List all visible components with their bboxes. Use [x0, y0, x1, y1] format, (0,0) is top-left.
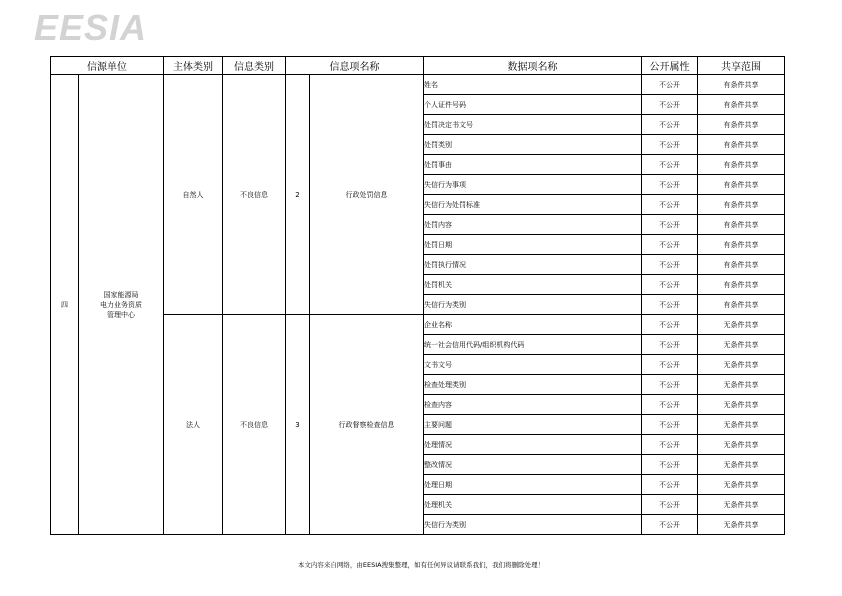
share-scope-cell: 有条件共享 — [698, 95, 785, 115]
public-attr-cell: 不公开 — [642, 215, 698, 235]
item-name-cell: 行政处罚信息 — [310, 75, 424, 315]
data-item-name-cell: 处罚内容 — [424, 215, 642, 235]
public-attr-cell: 不公开 — [642, 475, 698, 495]
share-scope-cell: 无条件共享 — [698, 415, 785, 435]
data-item-name-cell: 企业名称 — [424, 315, 642, 335]
public-attr-cell: 不公开 — [642, 515, 698, 535]
data-item-name-cell: 处理机关 — [424, 495, 642, 515]
data-item-name-cell: 主要问题 — [424, 415, 642, 435]
header-item-name: 信息项名称 — [286, 57, 424, 75]
public-attr-cell: 不公开 — [642, 235, 698, 255]
share-scope-cell: 有条件共享 — [698, 115, 785, 135]
info-type-cell: 不良信息 — [223, 315, 286, 535]
public-attr-cell: 不公开 — [642, 415, 698, 435]
data-catalog-table — [50, 56, 785, 535]
data-item-name-cell: 失信行为类别 — [424, 295, 642, 315]
header-row — [51, 57, 785, 75]
data-item-name-cell: 处罚事由 — [424, 155, 642, 175]
header-subject-type: 主体类别 — [164, 57, 223, 75]
public-attr-cell: 不公开 — [642, 195, 698, 215]
data-item-name-cell: 处罚日期 — [424, 235, 642, 255]
public-attr-cell: 不公开 — [642, 495, 698, 515]
item-number-cell: 3 — [286, 315, 310, 535]
share-scope-cell: 无条件共享 — [698, 335, 785, 355]
item-number-cell: 2 — [286, 75, 310, 315]
data-item-name-cell: 检查内容 — [424, 395, 642, 415]
share-scope-cell: 有条件共享 — [698, 195, 785, 215]
data-item-name-cell: 处罚执行情况 — [424, 255, 642, 275]
data-item-name-cell: 失信行为处罚标准 — [424, 195, 642, 215]
share-scope-cell: 无条件共享 — [698, 435, 785, 455]
public-attr-cell: 不公开 — [642, 75, 698, 95]
public-attr-cell: 不公开 — [642, 455, 698, 475]
data-item-name-cell: 处罚类别 — [424, 135, 642, 155]
data-item-name-cell: 处罚机关 — [424, 275, 642, 295]
share-scope-cell: 有条件共享 — [698, 135, 785, 155]
header-public-attr: 公开属性 — [642, 57, 698, 75]
share-scope-cell: 有条件共享 — [698, 235, 785, 255]
table-body — [51, 75, 785, 535]
header-info-type: 信息类别 — [223, 57, 286, 75]
eesia-logo: EESIA — [34, 7, 148, 48]
share-scope-cell: 有条件共享 — [698, 275, 785, 295]
row-index: 四 — [51, 75, 79, 535]
share-scope-cell: 无条件共享 — [698, 375, 785, 395]
share-scope-cell: 有条件共享 — [698, 175, 785, 195]
public-attr-cell: 不公开 — [642, 255, 698, 275]
source-unit-cell: 国家能源局 电力业务资质 管理中心 — [79, 75, 164, 535]
subject-type-cell: 自然人 — [164, 75, 223, 315]
public-attr-cell: 不公开 — [642, 295, 698, 315]
data-item-name-cell: 处理情况 — [424, 435, 642, 455]
data-item-name-cell: 处理日期 — [424, 475, 642, 495]
share-scope-cell: 有条件共享 — [698, 255, 785, 275]
header-share-scope: 共享范围 — [698, 57, 785, 75]
data-item-name-cell: 文书文号 — [424, 355, 642, 375]
public-attr-cell: 不公开 — [642, 115, 698, 135]
header-data-item-name: 数据项名称 — [424, 57, 642, 75]
public-attr-cell: 不公开 — [642, 355, 698, 375]
share-scope-cell: 无条件共享 — [698, 515, 785, 535]
data-item-name-cell: 整改情况 — [424, 455, 642, 475]
data-item-name-cell: 失信行为事项 — [424, 175, 642, 195]
share-scope-cell: 无条件共享 — [698, 475, 785, 495]
share-scope-cell: 无条件共享 — [698, 315, 785, 335]
public-attr-cell: 不公开 — [642, 95, 698, 115]
data-item-name-cell: 失信行为类别 — [424, 515, 642, 535]
item-name-cell: 行政督察检查信息 — [310, 315, 424, 535]
data-item-name-cell: 个人证件号码 — [424, 95, 642, 115]
share-scope-cell: 有条件共享 — [698, 75, 785, 95]
subject-type-cell: 法人 — [164, 315, 223, 535]
share-scope-cell: 无条件共享 — [698, 495, 785, 515]
share-scope-cell: 无条件共享 — [698, 395, 785, 415]
disclaimer-footer: 本文内容来自网络，由EESIA搜集整理，如有任何异议请联系我们，我们将删除处理！ — [297, 561, 545, 569]
public-attr-cell: 不公开 — [642, 135, 698, 155]
public-attr-cell: 不公开 — [642, 395, 698, 415]
table-row — [51, 75, 785, 95]
public-attr-cell: 不公开 — [642, 275, 698, 295]
public-attr-cell: 不公开 — [642, 335, 698, 355]
data-item-name-cell: 处罚决定书文号 — [424, 115, 642, 135]
public-attr-cell: 不公开 — [642, 435, 698, 455]
data-item-name-cell: 姓名 — [424, 75, 642, 95]
share-scope-cell: 有条件共享 — [698, 215, 785, 235]
public-attr-cell: 不公开 — [642, 155, 698, 175]
public-attr-cell: 不公开 — [642, 175, 698, 195]
share-scope-cell: 无条件共享 — [698, 355, 785, 375]
header-source-unit: 信源单位 — [51, 57, 164, 75]
public-attr-cell: 不公开 — [642, 375, 698, 395]
share-scope-cell: 有条件共享 — [698, 295, 785, 315]
data-item-name-cell: 检查处理类别 — [424, 375, 642, 395]
share-scope-cell: 无条件共享 — [698, 455, 785, 475]
public-attr-cell: 不公开 — [642, 315, 698, 335]
info-type-cell: 不良信息 — [223, 75, 286, 315]
share-scope-cell: 有条件共享 — [698, 155, 785, 175]
data-item-name-cell: 统一社会信用代码/组织机构代码 — [424, 335, 642, 355]
